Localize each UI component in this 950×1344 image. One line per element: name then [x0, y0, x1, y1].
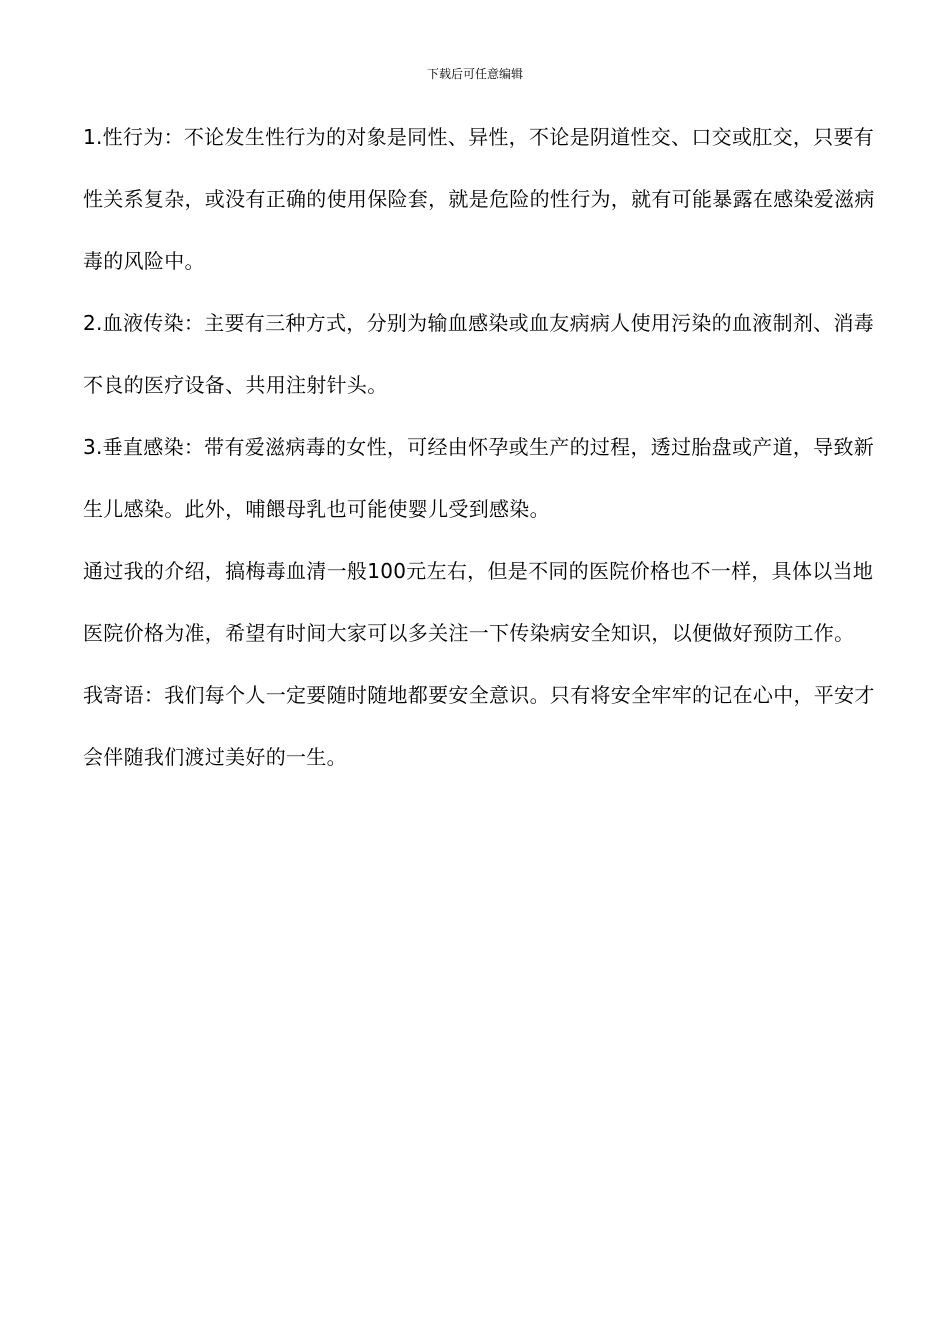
- paragraph-closing-message: 我寄语：我们每个人一定要随时随地都要安全意识。只有将安全牢牢的记在心中，平安才会伴随我们渡过美好的一生。: [83, 683, 875, 769]
- paragraph-blood-transmission: 2.血液传染：主要有三种方式，分别为输血感染或血友病病人使用污染的血液制剂、消毒不良的医疗设备、共用注射针头。: [83, 311, 875, 397]
- paragraph-sexual-transmission: 1.性行为：不论发生性行为的对象是同性、异性，不论是阴道性交、口交或肛交，只要有性关系复杂，或没有正确的使用保险套，就是危险的性行为，就有可能暴露在感染爱滋病毒的风险中。: [83, 125, 875, 273]
- page-header: 下载后可任意编辑: [426, 67, 523, 81]
- paragraph-vertical-transmission: 3.垂直感染：带有爱滋病毒的女性，可经由怀孕或生产的过程，透过胎盘或产道，导致新生儿感染。此外，哺餵母乳也可能使婴儿受到感染。: [83, 435, 875, 521]
- document-body: [83, 106, 883, 788]
- paragraph-introduction-summary: 通过我的介绍，搞梅毒血清一般100元左右，但是不同的医院价格也不一样，具体以当地医院价格为准，希望有时间大家可以多关注一下传染病安全知识，以便做好预防工作。: [83, 559, 874, 645]
